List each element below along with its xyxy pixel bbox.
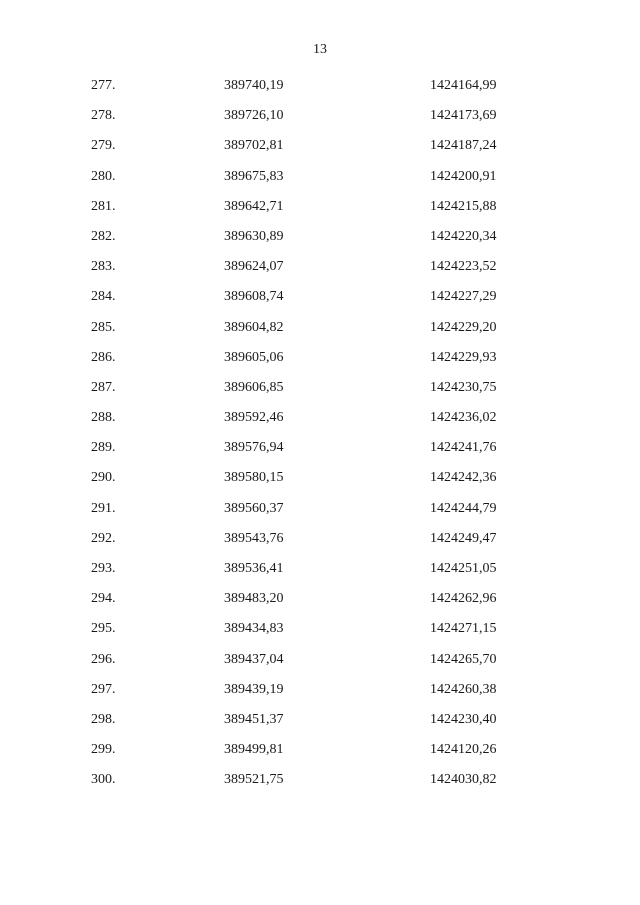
point-number: 279. [91, 138, 116, 154]
y-coordinate: 1424200,91 [430, 168, 497, 184]
x-coordinate: 389434,83 [224, 621, 284, 637]
point-number: 287. [91, 379, 116, 395]
x-coordinate: 389604,82 [224, 319, 284, 335]
x-coordinate: 389642,71 [224, 198, 284, 214]
table-row [0, 131, 640, 161]
point-number: 278. [91, 108, 116, 124]
table-row [0, 554, 640, 584]
x-coordinate: 389576,94 [224, 440, 284, 456]
y-coordinate: 1424242,36 [430, 470, 497, 486]
point-number: 299. [91, 742, 116, 758]
x-coordinate: 389521,75 [224, 772, 284, 788]
x-coordinate: 389606,85 [224, 379, 284, 395]
table-row [0, 282, 640, 312]
point-number: 291. [91, 500, 116, 516]
y-coordinate: 1424164,99 [430, 78, 497, 93]
table-row [0, 584, 640, 614]
y-coordinate: 1424120,26 [430, 742, 497, 758]
x-coordinate: 389536,41 [224, 561, 284, 576]
table-row [0, 675, 640, 705]
y-coordinate: 1424249,47 [430, 530, 497, 546]
point-number: 281. [91, 198, 116, 214]
point-number: 295. [91, 621, 116, 637]
table-row [0, 162, 640, 192]
table-row [0, 524, 640, 554]
table-row [0, 71, 640, 101]
y-coordinate: 1424220,34 [430, 228, 497, 244]
x-coordinate: 389451,37 [224, 711, 284, 727]
point-number: 289. [91, 440, 116, 456]
x-coordinate: 389675,83 [224, 168, 284, 184]
point-number: 282. [91, 228, 116, 244]
table-row [0, 735, 640, 765]
y-coordinate: 1424260,38 [430, 681, 497, 697]
table-row [0, 313, 640, 343]
y-coordinate: 1424030,82 [430, 772, 497, 788]
point-number: 286. [91, 349, 116, 365]
table-row [0, 192, 640, 222]
page-number: 13 [313, 42, 327, 57]
table-row [0, 645, 640, 675]
table-row [0, 343, 640, 373]
point-number: 290. [91, 470, 116, 486]
y-coordinate: 1424244,79 [430, 500, 497, 516]
x-coordinate: 389740,19 [224, 78, 284, 93]
y-coordinate: 1424241,76 [430, 440, 497, 456]
x-coordinate: 389608,74 [224, 289, 284, 305]
point-number: 277. [91, 78, 116, 93]
x-coordinate: 389543,76 [224, 530, 284, 546]
x-coordinate: 389483,20 [224, 591, 284, 607]
y-coordinate: 1424251,05 [430, 561, 497, 576]
table-row [0, 614, 640, 644]
x-coordinate: 389439,19 [224, 681, 284, 697]
point-number: 296. [91, 651, 116, 667]
point-number: 284. [91, 289, 116, 305]
x-coordinate: 389702,81 [224, 138, 284, 154]
table-row [0, 494, 640, 524]
table-row [0, 222, 640, 252]
x-coordinate: 389630,89 [224, 228, 284, 244]
point-number: 292. [91, 530, 116, 546]
table-row [0, 765, 640, 795]
y-coordinate: 1424229,20 [430, 319, 497, 335]
point-number: 283. [91, 259, 116, 275]
coordinate-table [0, 71, 640, 796]
table-row [0, 101, 640, 131]
table-row [0, 463, 640, 493]
y-coordinate: 1424187,24 [430, 138, 497, 154]
y-coordinate: 1424271,15 [430, 621, 497, 637]
x-coordinate: 389605,06 [224, 349, 284, 365]
point-number: 297. [91, 681, 116, 697]
table-row [0, 252, 640, 282]
point-number: 294. [91, 591, 116, 607]
point-number: 280. [91, 168, 116, 184]
x-coordinate: 389580,15 [224, 470, 284, 486]
y-coordinate: 1424227,29 [430, 289, 497, 305]
x-coordinate: 389437,04 [224, 651, 284, 667]
y-coordinate: 1424223,52 [430, 259, 497, 275]
x-coordinate: 389592,46 [224, 410, 284, 426]
point-number: 298. [91, 711, 116, 727]
y-coordinate: 1424262,96 [430, 591, 497, 607]
x-coordinate: 389499,81 [224, 742, 284, 758]
y-coordinate: 1424230,75 [430, 379, 497, 395]
point-number: 288. [91, 410, 116, 426]
y-coordinate: 1424173,69 [430, 108, 497, 124]
x-coordinate: 389560,37 [224, 500, 284, 516]
table-row [0, 705, 640, 735]
x-coordinate: 389624,07 [224, 259, 284, 275]
y-coordinate: 1424230,40 [430, 711, 497, 727]
x-coordinate: 389726,10 [224, 108, 284, 124]
y-coordinate: 1424229,93 [430, 349, 497, 365]
y-coordinate: 1424265,70 [430, 651, 497, 667]
table-row [0, 403, 640, 433]
point-number: 300. [91, 772, 116, 788]
y-coordinate: 1424236,02 [430, 410, 497, 426]
point-number: 293. [91, 561, 116, 576]
table-row [0, 433, 640, 463]
y-coordinate: 1424215,88 [430, 198, 497, 214]
table-row [0, 373, 640, 403]
point-number: 285. [91, 319, 116, 335]
